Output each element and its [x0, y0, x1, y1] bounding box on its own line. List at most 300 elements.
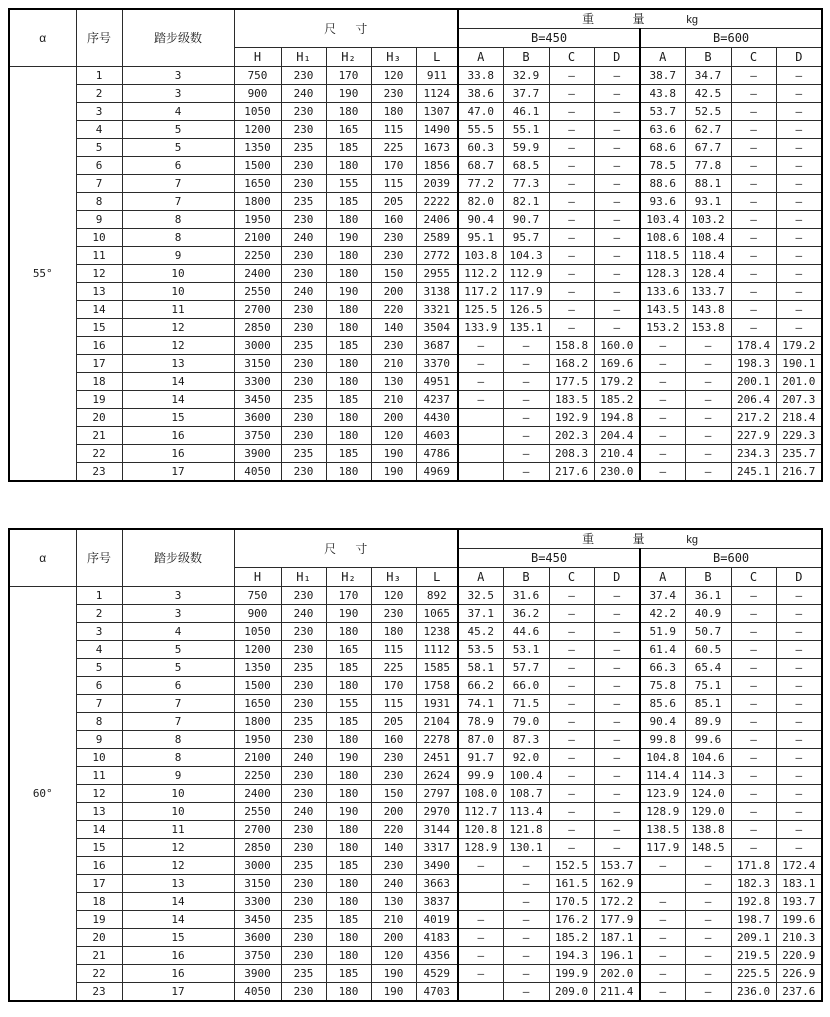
- cell-H2: 185: [326, 139, 371, 157]
- table-row: [9, 427, 822, 445]
- cell-b600-A: 85.6: [640, 695, 685, 713]
- cell-steps: 5: [122, 641, 234, 659]
- cell-b600-B: 104.6: [685, 749, 731, 767]
- cell-b450-B: 92.0: [503, 749, 549, 767]
- cell-b450-C: 170.5: [549, 893, 594, 911]
- cell-b450-C: —: [549, 265, 594, 283]
- cell-steps: 12: [122, 857, 234, 875]
- col-header-H1: H₁: [281, 48, 326, 67]
- cell-b450-B: —: [503, 409, 549, 427]
- cell-H3: 140: [371, 839, 416, 857]
- cell-b450-C: —: [549, 301, 594, 319]
- table-row: [9, 821, 822, 839]
- cell-b600-B: —: [685, 373, 731, 391]
- table-row: [9, 695, 822, 713]
- cell-L: 3321: [416, 301, 458, 319]
- col-header-serial: 序号: [76, 9, 122, 67]
- cell-serial: 9: [76, 731, 122, 749]
- cell-serial: 4: [76, 641, 122, 659]
- cell-serial: 12: [76, 785, 122, 803]
- cell-H3: 200: [371, 283, 416, 301]
- cell-b450-D: —: [594, 677, 640, 695]
- cell-b600-D: 210.3: [776, 929, 822, 947]
- cell-b600-D: —: [776, 319, 822, 337]
- cell-H3: 230: [371, 767, 416, 785]
- cell-H: 3750: [234, 947, 281, 965]
- cell-b450-A: 108.0: [458, 785, 503, 803]
- cell-b450-A: —: [458, 337, 503, 355]
- cell-b600-A: 133.6: [640, 283, 685, 301]
- cell-b600-C: —: [731, 749, 776, 767]
- cell-H3: 240: [371, 875, 416, 893]
- cell-b450-B: 87.3: [503, 731, 549, 749]
- cell-H: 1200: [234, 641, 281, 659]
- cell-b600-D: 190.1: [776, 355, 822, 373]
- cell-b600-A: 63.6: [640, 121, 685, 139]
- cell-b600-D: —: [776, 713, 822, 731]
- cell-H: 3300: [234, 373, 281, 391]
- cell-steps: 10: [122, 265, 234, 283]
- cell-b600-B: —: [685, 947, 731, 965]
- cell-b450-B: —: [503, 911, 549, 929]
- cell-b600-D: —: [776, 211, 822, 229]
- cell-L: 1856: [416, 157, 458, 175]
- cell-b450-B: 53.1: [503, 641, 549, 659]
- cell-b600-C: —: [731, 157, 776, 175]
- cell-H: 2850: [234, 319, 281, 337]
- cell-serial: 20: [76, 409, 122, 427]
- alpha-value: 55°: [9, 67, 76, 482]
- weight-unit: kg: [686, 13, 698, 26]
- table-row: [9, 193, 822, 211]
- cell-L: 3317: [416, 839, 458, 857]
- cell-b450-B: 66.0: [503, 677, 549, 695]
- cell-steps: 11: [122, 821, 234, 839]
- cell-steps: 14: [122, 373, 234, 391]
- cell-H1: 235: [281, 445, 326, 463]
- cell-b450-A: [458, 893, 503, 911]
- cell-L: 4356: [416, 947, 458, 965]
- table-body-55: [9, 67, 822, 482]
- cell-serial: 2: [76, 85, 122, 103]
- cell-b450-D: —: [594, 785, 640, 803]
- cell-b450-B: 59.9: [503, 139, 549, 157]
- cell-b600-A: 88.6: [640, 175, 685, 193]
- cell-b600-A: 61.4: [640, 641, 685, 659]
- cell-b600-D: 220.9: [776, 947, 822, 965]
- cell-H2: 190: [326, 803, 371, 821]
- cell-b450-A: 38.6: [458, 85, 503, 103]
- table-row: [9, 587, 822, 605]
- cell-b450-A: 47.0: [458, 103, 503, 121]
- cell-b600-A: 103.4: [640, 211, 685, 229]
- table-row: [9, 947, 822, 965]
- cell-H3: 160: [371, 731, 416, 749]
- cell-H1: 230: [281, 875, 326, 893]
- table-row: [9, 121, 822, 139]
- cell-steps: 8: [122, 731, 234, 749]
- table-row: [9, 713, 822, 731]
- cell-b600-A: —: [640, 983, 685, 1002]
- cell-serial: 11: [76, 767, 122, 785]
- cell-b600-C: —: [731, 139, 776, 157]
- cell-b600-C: 192.8: [731, 893, 776, 911]
- cell-H: 3300: [234, 893, 281, 911]
- cell-b450-A: 91.7: [458, 749, 503, 767]
- cell-H1: 230: [281, 695, 326, 713]
- cell-b600-A: 38.7: [640, 67, 685, 85]
- cell-b600-B: —: [685, 463, 731, 482]
- cell-b450-A: 103.8: [458, 247, 503, 265]
- cell-L: 3490: [416, 857, 458, 875]
- cell-b450-D: 194.8: [594, 409, 640, 427]
- cell-L: 2955: [416, 265, 458, 283]
- cell-b600-C: —: [731, 587, 776, 605]
- cell-serial: 21: [76, 427, 122, 445]
- cell-b450-D: —: [594, 731, 640, 749]
- cell-H3: 130: [371, 373, 416, 391]
- cell-H2: 180: [326, 893, 371, 911]
- cell-H3: 150: [371, 785, 416, 803]
- cell-steps: 6: [122, 157, 234, 175]
- cell-H1: 235: [281, 391, 326, 409]
- cell-L: 2104: [416, 713, 458, 731]
- cell-serial: 11: [76, 247, 122, 265]
- cell-H3: 200: [371, 409, 416, 427]
- cell-b450-C: —: [549, 85, 594, 103]
- cell-H2: 180: [326, 785, 371, 803]
- col-header-b600-A: A: [640, 48, 685, 67]
- cell-b600-D: —: [776, 803, 822, 821]
- cell-b600-D: 226.9: [776, 965, 822, 983]
- cell-H1: 235: [281, 857, 326, 875]
- cell-b600-B: —: [685, 875, 731, 893]
- cell-b450-D: —: [594, 265, 640, 283]
- cell-b600-D: 207.3: [776, 391, 822, 409]
- cell-b600-D: —: [776, 677, 822, 695]
- cell-b450-B: 82.1: [503, 193, 549, 211]
- cell-steps: 13: [122, 355, 234, 373]
- cell-b450-A: [458, 875, 503, 893]
- cell-H3: 140: [371, 319, 416, 337]
- cell-b600-A: 75.8: [640, 677, 685, 695]
- cell-b600-C: 245.1: [731, 463, 776, 482]
- col-header-H3: H₃: [371, 568, 416, 587]
- cell-b450-D: —: [594, 211, 640, 229]
- spec-table-55: [8, 8, 823, 482]
- cell-b600-A: —: [640, 893, 685, 911]
- cell-steps: 15: [122, 929, 234, 947]
- cell-b600-C: —: [731, 821, 776, 839]
- cell-H2: 180: [326, 875, 371, 893]
- cell-H1: 230: [281, 121, 326, 139]
- cell-H2: 190: [326, 229, 371, 247]
- cell-b450-D: 162.9: [594, 875, 640, 893]
- cell-H3: 160: [371, 211, 416, 229]
- cell-b450-B: 104.3: [503, 247, 549, 265]
- cell-b450-C: —: [549, 659, 594, 677]
- cell-b600-A: —: [640, 409, 685, 427]
- cell-b450-D: —: [594, 175, 640, 193]
- cell-b600-D: —: [776, 659, 822, 677]
- cell-b600-A: —: [640, 929, 685, 947]
- cell-b450-A: 133.9: [458, 319, 503, 337]
- cell-H1: 230: [281, 211, 326, 229]
- cell-b450-C: —: [549, 319, 594, 337]
- cell-H1: 230: [281, 67, 326, 85]
- cell-serial: 18: [76, 373, 122, 391]
- cell-b450-B: 90.7: [503, 211, 549, 229]
- cell-b450-A: 74.1: [458, 695, 503, 713]
- table-row: [9, 319, 822, 337]
- cell-b600-C: —: [731, 731, 776, 749]
- cell-b600-D: —: [776, 749, 822, 767]
- cell-b450-A: 87.0: [458, 731, 503, 749]
- cell-b450-D: —: [594, 121, 640, 139]
- cell-b600-C: —: [731, 175, 776, 193]
- table-row: [9, 409, 822, 427]
- cell-b450-C: 177.5: [549, 373, 594, 391]
- cell-b450-A: —: [458, 965, 503, 983]
- cell-H1: 240: [281, 803, 326, 821]
- cell-b600-B: 60.5: [685, 641, 731, 659]
- cell-b600-A: —: [640, 463, 685, 482]
- cell-H: 2400: [234, 265, 281, 283]
- cell-H1: 235: [281, 337, 326, 355]
- col-header-b450: B=450: [458, 549, 640, 568]
- cell-steps: 5: [122, 121, 234, 139]
- cell-b600-B: 114.3: [685, 767, 731, 785]
- cell-b600-D: —: [776, 175, 822, 193]
- cell-L: 1124: [416, 85, 458, 103]
- cell-steps: 17: [122, 463, 234, 482]
- cell-b600-B: 67.7: [685, 139, 731, 157]
- cell-steps: 9: [122, 247, 234, 265]
- cell-b450-B: —: [503, 929, 549, 947]
- cell-L: 1758: [416, 677, 458, 695]
- table-row: [9, 301, 822, 319]
- cell-b450-B: 71.5: [503, 695, 549, 713]
- col-header-steps: 踏步级数: [122, 9, 234, 67]
- cell-b450-D: —: [594, 139, 640, 157]
- cell-b450-D: —: [594, 301, 640, 319]
- cell-H: 3450: [234, 911, 281, 929]
- cell-b600-B: —: [685, 337, 731, 355]
- col-header-L: L: [416, 568, 458, 587]
- cell-H: 750: [234, 587, 281, 605]
- cell-H1: 230: [281, 677, 326, 695]
- cell-L: 4786: [416, 445, 458, 463]
- cell-b600-D: 193.7: [776, 893, 822, 911]
- cell-b450-A: 112.7: [458, 803, 503, 821]
- cell-b600-D: 216.7: [776, 463, 822, 482]
- cell-steps: 4: [122, 103, 234, 121]
- col-header-b600: B=600: [640, 29, 822, 48]
- cell-L: 3663: [416, 875, 458, 893]
- col-header-b450-D: D: [594, 568, 640, 587]
- cell-b450-D: 196.1: [594, 947, 640, 965]
- col-header-dimensions: [234, 9, 458, 48]
- cell-steps: 6: [122, 677, 234, 695]
- col-header-b450: B=450: [458, 29, 640, 48]
- cell-steps: 7: [122, 695, 234, 713]
- cell-b600-B: 153.8: [685, 319, 731, 337]
- cell-H3: 220: [371, 821, 416, 839]
- cell-L: 2451: [416, 749, 458, 767]
- cell-L: 4019: [416, 911, 458, 929]
- cell-b450-C: —: [549, 767, 594, 785]
- cell-H: 3000: [234, 857, 281, 875]
- cell-H: 2100: [234, 229, 281, 247]
- cell-H: 3150: [234, 355, 281, 373]
- cell-b450-C: —: [549, 67, 594, 85]
- cell-serial: 16: [76, 857, 122, 875]
- cell-b450-D: —: [594, 587, 640, 605]
- cell-b450-D: —: [594, 67, 640, 85]
- cell-b600-A: 128.9: [640, 803, 685, 821]
- cell-b450-B: —: [503, 893, 549, 911]
- cell-b450-C: 202.3: [549, 427, 594, 445]
- cell-b450-A: 66.2: [458, 677, 503, 695]
- cell-b450-A: —: [458, 373, 503, 391]
- cell-H3: 190: [371, 965, 416, 983]
- cell-H3: 210: [371, 355, 416, 373]
- cell-b600-D: —: [776, 103, 822, 121]
- cell-b450-D: —: [594, 713, 640, 731]
- cell-b450-D: 160.0: [594, 337, 640, 355]
- cell-b450-B: 126.5: [503, 301, 549, 319]
- cell-H: 2700: [234, 301, 281, 319]
- cell-b450-A: 120.8: [458, 821, 503, 839]
- cell-steps: 8: [122, 229, 234, 247]
- cell-b600-D: —: [776, 301, 822, 319]
- cell-H3: 200: [371, 803, 416, 821]
- cell-b450-C: 152.5: [549, 857, 594, 875]
- cell-H3: 130: [371, 893, 416, 911]
- cell-L: 1238: [416, 623, 458, 641]
- cell-b450-C: —: [549, 821, 594, 839]
- cell-H3: 150: [371, 265, 416, 283]
- cell-H3: 115: [371, 121, 416, 139]
- cell-H1: 235: [281, 911, 326, 929]
- cell-L: 1490: [416, 121, 458, 139]
- cell-b600-C: 182.3: [731, 875, 776, 893]
- cell-H: 2400: [234, 785, 281, 803]
- cell-b600-D: —: [776, 785, 822, 803]
- cell-b600-D: —: [776, 85, 822, 103]
- table-row: [9, 355, 822, 373]
- cell-steps: 7: [122, 193, 234, 211]
- cell-b450-A: [458, 445, 503, 463]
- cell-H1: 230: [281, 265, 326, 283]
- cell-b600-D: —: [776, 605, 822, 623]
- cell-b600-B: —: [685, 857, 731, 875]
- cell-steps: 7: [122, 713, 234, 731]
- cell-H1: 235: [281, 139, 326, 157]
- cell-b600-A: 90.4: [640, 713, 685, 731]
- col-header-b450-A: A: [458, 568, 503, 587]
- cell-b600-B: —: [685, 911, 731, 929]
- cell-steps: 17: [122, 983, 234, 1002]
- cell-b600-B: 128.4: [685, 265, 731, 283]
- cell-b600-A: —: [640, 427, 685, 445]
- cell-b600-A: 43.8: [640, 85, 685, 103]
- cell-b600-A: 53.7: [640, 103, 685, 121]
- cell-L: 1065: [416, 605, 458, 623]
- cell-H1: 230: [281, 947, 326, 965]
- cell-b450-B: 113.4: [503, 803, 549, 821]
- cell-b450-B: 130.1: [503, 839, 549, 857]
- cell-serial: 19: [76, 391, 122, 409]
- cell-H3: 170: [371, 677, 416, 695]
- dimensions-label: 尺寸: [324, 541, 387, 556]
- cell-b600-B: 65.4: [685, 659, 731, 677]
- cell-serial: 14: [76, 301, 122, 319]
- cell-H: 4050: [234, 463, 281, 482]
- cell-b450-C: —: [549, 229, 594, 247]
- cell-b600-B: 138.8: [685, 821, 731, 839]
- cell-steps: 3: [122, 605, 234, 623]
- cell-serial: 5: [76, 139, 122, 157]
- cell-b450-D: 204.4: [594, 427, 640, 445]
- cell-serial: 6: [76, 157, 122, 175]
- cell-H1: 235: [281, 713, 326, 731]
- cell-b600-C: 198.7: [731, 911, 776, 929]
- cell-b450-A: 128.9: [458, 839, 503, 857]
- cell-H1: 230: [281, 373, 326, 391]
- cell-H: 3600: [234, 929, 281, 947]
- cell-H2: 180: [326, 103, 371, 121]
- cell-H3: 230: [371, 337, 416, 355]
- cell-steps: 14: [122, 391, 234, 409]
- table-row: [9, 175, 822, 193]
- cell-H2: 155: [326, 175, 371, 193]
- table-row: [9, 875, 822, 893]
- cell-b600-A: 104.8: [640, 749, 685, 767]
- cell-H: 1950: [234, 731, 281, 749]
- cell-b450-A: —: [458, 947, 503, 965]
- cell-b600-D: —: [776, 623, 822, 641]
- cell-b600-A: 93.6: [640, 193, 685, 211]
- cell-steps: 5: [122, 659, 234, 677]
- cell-b450-D: 187.1: [594, 929, 640, 947]
- cell-b450-D: —: [594, 641, 640, 659]
- cell-serial: 10: [76, 229, 122, 247]
- cell-b450-D: 169.6: [594, 355, 640, 373]
- cell-b600-B: 40.9: [685, 605, 731, 623]
- cell-b450-A: 125.5: [458, 301, 503, 319]
- cell-b600-C: 198.3: [731, 355, 776, 373]
- cell-H2: 190: [326, 749, 371, 767]
- cell-L: 4529: [416, 965, 458, 983]
- cell-b600-D: —: [776, 247, 822, 265]
- cell-H3: 115: [371, 175, 416, 193]
- cell-b600-D: 172.4: [776, 857, 822, 875]
- cell-H2: 185: [326, 911, 371, 929]
- cell-b600-D: 199.6: [776, 911, 822, 929]
- cell-b450-A: 90.4: [458, 211, 503, 229]
- cell-b450-D: 230.0: [594, 463, 640, 482]
- cell-serial: 7: [76, 695, 122, 713]
- cell-serial: 15: [76, 319, 122, 337]
- cell-b600-B: —: [685, 391, 731, 409]
- cell-b600-C: 234.3: [731, 445, 776, 463]
- table-row: [9, 247, 822, 265]
- cell-b450-D: —: [594, 659, 640, 677]
- cell-H3: 225: [371, 659, 416, 677]
- cell-H: 1050: [234, 623, 281, 641]
- cell-b450-A: 78.9: [458, 713, 503, 731]
